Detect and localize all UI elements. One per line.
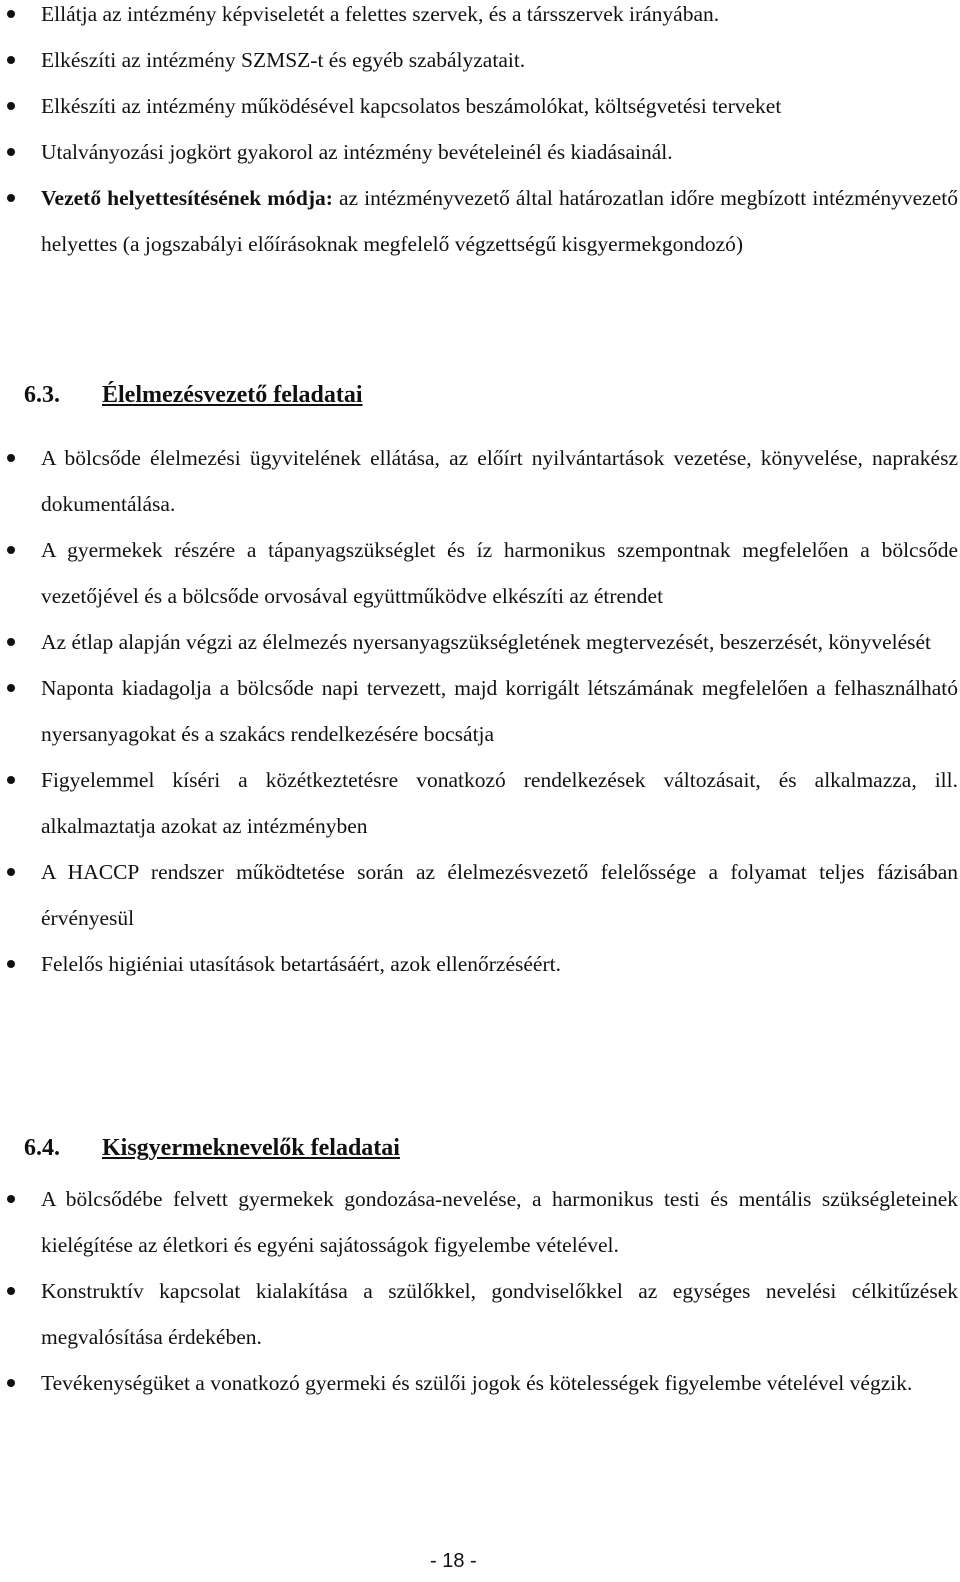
list-item-text: Felelős higiéniai utasítások betartásáért, azok ellenőrzéséért. (41, 952, 561, 976)
list-item-text: A gyermekek részére a tápanyagszükséglet és íz harmonikus szempontnak megfelelően a bölcsőde vezetőjével és a bölcsőde orvosával együttműködve elkészíti az étrendet (41, 538, 958, 608)
list-item-text: A bölcsőde élelmezési ügyvitelének ellátása, az előírt nyilvántartások vezetése, könyvelése, naprakész dokumentálása. (41, 446, 958, 516)
list-item (0, 1176, 960, 1268)
list-item-text: Konstruktív kapcsolat kialakítása a szülőkkel, gondviselőkkel az egységes nevelési célkitűzések megvalósítása érdekében. (41, 1279, 958, 1349)
list-item-text: Elkészíti az intézmény működésével kapcsolatos beszámolókat, költségvetési terveket (41, 94, 782, 118)
section-title: Élelmezésvezető feladatai (102, 382, 363, 408)
section-heading-6-3 (24, 382, 363, 409)
bullet-icon (7, 102, 15, 110)
caregiver-task-list (0, 1176, 960, 1406)
bullet-icon (7, 10, 15, 18)
deputy-label: Vezető helyettesítésének módja: (41, 186, 333, 210)
list-item-text: A HACCP rendszer működtetése során az élelmezésvezető felelőssége a folyamat teljes fázisában érvényesül (41, 860, 958, 930)
list-item (0, 1268, 960, 1360)
bullet-icon (7, 868, 15, 876)
list-item-text: Elkészíti az intézmény SZMSZ-t és egyéb szabályzatait. (41, 48, 526, 72)
list-item-text: Figyelemmel kíséri a közétkeztetésre vonatkozó rendelkezések változásait, és alkalmazza, ill. alkalmaztatja azokat az intézményben (41, 768, 958, 838)
list-item-text: A bölcsődébe felvett gyermekek gondozása-nevelése, a harmonikus testi és mentális szükségleteinek kielégítése az életkori és egyéni sajátosságok figyelembe vételével. (41, 1187, 958, 1257)
deputy-text: az intézményvezető által határozatlan időre megbízott intézményvezető helyettes (a jogszabályi előírásoknak megfelelő végzettségű kisgyermekgondozó) (41, 186, 958, 256)
bullet-icon (7, 1195, 15, 1203)
list-item (0, 619, 960, 665)
list-item (0, 37, 960, 83)
bullet-icon (7, 960, 15, 968)
list-item (0, 941, 960, 987)
section-heading-6-4 (24, 1135, 400, 1162)
list-item-text (41, 175, 958, 267)
list-item (0, 527, 960, 619)
list-item-text: Utalványozási jogkört gyakorol az intézmény bevételeinél és kiadásainál. (41, 140, 673, 164)
list-item (0, 757, 960, 849)
bullet-icon (7, 1287, 15, 1295)
list-item (0, 0, 960, 37)
top-task-list (0, 0, 960, 267)
bullet-icon (7, 454, 15, 462)
list-item (0, 849, 960, 941)
bullet-icon (7, 148, 15, 156)
section-number: 6.4. (24, 1135, 60, 1161)
list-item-text: Ellátja az intézmény képviseletét a felettes szervek, és a társszervek irányában. (41, 2, 720, 26)
list-item (0, 1360, 960, 1406)
food-manager-task-list (0, 435, 960, 987)
list-item (0, 435, 960, 527)
bullet-icon (7, 638, 15, 646)
list-item (0, 129, 960, 175)
list-item-text: Az étlap alapján végzi az élelmezés nyersanyagszükségletének megtervezését, beszerzését, könyvelését (41, 630, 932, 654)
list-item (0, 665, 960, 757)
bullet-icon (7, 1379, 15, 1387)
bullet-icon (7, 194, 15, 202)
list-item-text: Naponta kiadagolja a bölcsőde napi tervezett, majd korrigált létszámának megfelelően a felhasználható nyersanyagokat és a szakács rendelkezésére bocsátja (41, 676, 958, 746)
list-item-text: Tevékenységüket a vonatkozó gyermeki és szülői jogok és kötelességek figyelembe vételével végzik. (41, 1371, 913, 1395)
list-item-deputy (0, 175, 960, 267)
section-number: 6.3. (24, 382, 60, 408)
list-item (0, 83, 960, 129)
bullet-icon (7, 776, 15, 784)
bullet-icon (7, 546, 15, 554)
section-title: Kisgyermeknevelők feladatai (102, 1135, 400, 1161)
bullet-icon (7, 56, 15, 64)
bullet-icon (7, 684, 15, 692)
page-number: - 18 - (430, 1550, 477, 1572)
